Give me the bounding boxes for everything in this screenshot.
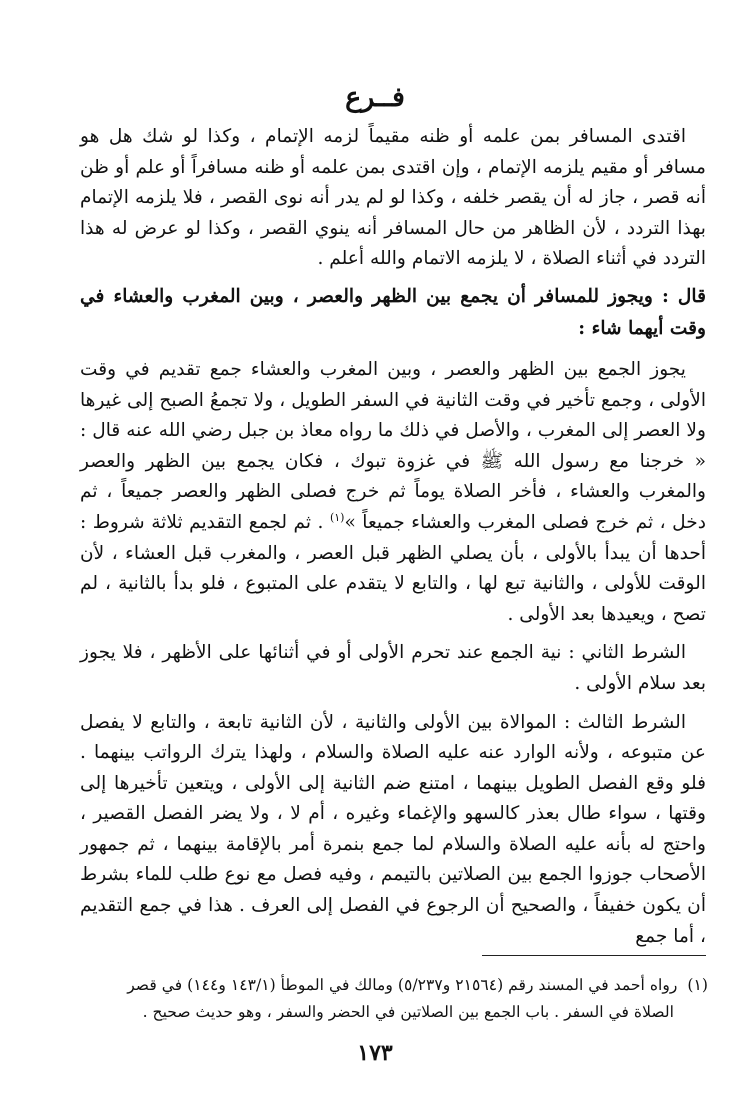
- paragraph-3-tail: . ثم لجمع التقديم ثلاثة شروط : أحدها أن يبدأ بالأولى ، بأن يصلي الظهر قبل العصر ، والمغرب قبل العشاء ، لأن الوقت للأولى ، والثانية تبع لها ، والتابع لا يتقدم على المتبوع ، فلو بدأ بالثانية ، لم تصح ، ويعيدها بعد الأولى .: [80, 511, 706, 625]
- page-number: ١٧٣: [357, 1040, 393, 1066]
- footnote: [78, 972, 708, 1026]
- footnote-continuation: الصلاة في السفر . باب الجمع بين الصلاتين في الحضر والسفر ، وهو حديث صحيح .: [142, 1003, 674, 1021]
- paragraph-3-main: يجوز الجمع بين الظهر والعصر ، وبين المغرب والعشاء جمع تقديم في وقت الأولى ، وجمع تأخير في وقت الثانية في السفر الطويل ، ولا تجمعُ الصبح إلى غيرها ولا العصر إلى المغرب ، والأصل في ذلك ما رواه معاذ بن جبل رضي الله عنه قال : « خرجنا مع رسول الله ﷺ في غزوة تبوك ، فكان يجمع بين الظهر والعصر والمغرب والعشاء ، فأخر الصلاة يوماً ثم خرج فصلى الظهر والعصر جميعاً ، ثم دخل ، ثم خرج فصلى المغرب والعشاء جميعاً »: [80, 358, 706, 533]
- footnote-text: رواه أحمد في المسند رقم (٢١٥٦٤ و٥/٢٣٧) ومالك في الموطأ (١٤٣/١ و١٤٤) في قصر: [127, 976, 678, 994]
- paragraph-3: [80, 355, 706, 630]
- footnote-divider: [482, 955, 706, 956]
- paragraph-5: الشرط الثالث : الموالاة بين الأولى والثانية ، لأن الثانية تابعة ، والتابع لا يفصل عن متبوعه ، ولأنه الوارد عنه عليه الصلاة والسلام ، ولهذا يترك الرواتب بينهما . فلو وقع الفصل الطويل بينهما ، امتنع ضم الثانية إلى الأولى ، ويتعين تأخيرها إلى وقتها ، سواء طال بعذر كالسهو والإغماء وغيره ، أم لا ، ولا يضر الفصل القصير ، واحتج له بأنه عليه الصلاة والسلام لما جمع بنمرة أمر بالإقامة بينهما ، ثم جمهور الأصحاب جوزوا الجمع بين الصلاتين بالتيمم ، وفيه فصل مع نوع طلب للماء بشرط أن يكون خفيفاً ، والصحيح أن الرجوع في الفصل إلى العرف . هذا في جمع التقديم ، أما جمع: [80, 711, 706, 947]
- paragraph-1: اقتدى المسافر بمن علمه أو ظنه مقيماً لزمه الإتمام ، وكذا لو شك هل هو مسافر أو مقيم يلزمه الإتمام ، وإن اقتدى بمن علمه أو ظنه مسافراً أو علم أو ظن أنه قصر ، جاز له أن يقصر خلفه ، وكذا لو لم يدر أنه نوى القصر ، فلا يلزمه الإتمام بهذا التردد ، لأن الظاهر من حال المسافر أنه ينوي القصر ، وكذا لو عرض له هذا التردد في أثناء الصلاة ، لا يلزمه الاتمام والله أعلم .: [80, 126, 706, 270]
- section-heading: فــرع: [345, 82, 405, 113]
- footnote-marker: (١): [687, 976, 708, 994]
- paragraph-2-rule-statement: قال : ويجوز للمسافر أن يجمع بين الظهر والعصر ، وبين المغرب والعشاء في وقت أيهما شاء :: [80, 285, 706, 339]
- paragraph-4: الشرط الثاني : نية الجمع عند تحرم الأولى أو في أثنائها على الأظهر ، فلا يجوز بعد سلام الأولى .: [80, 642, 706, 694]
- main-text: [80, 122, 706, 958]
- footnote-reference: (١): [329, 510, 345, 524]
